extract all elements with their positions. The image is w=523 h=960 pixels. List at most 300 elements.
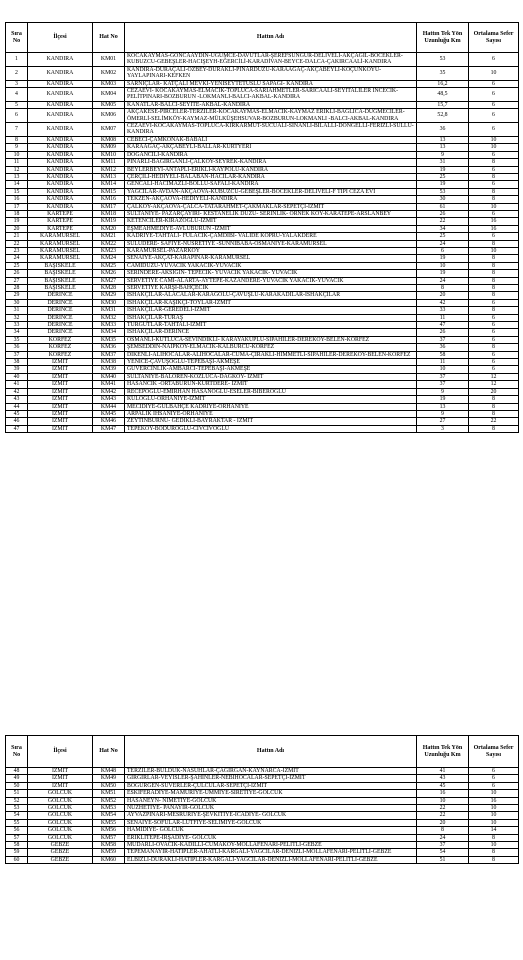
table-row — [6, 797, 519, 804]
cell-ilce: KANDIRA — [28, 159, 93, 166]
cell-hat-adi: SARNIÇLAR- KATÇALI MEVKİ-YENİSEYTETÜSLÜ SAPAĞI- KANDIRA — [125, 80, 417, 87]
cell-sefer: 6 — [469, 299, 519, 306]
cell-hat-adi: KETENCİLER-KİRAZOĞLU-İZMİT — [125, 218, 417, 225]
cell-ilce: KARAMÜRSEL — [28, 255, 93, 262]
cell-hat-adi: SERVETİYE KARŞI-BAHÇECİK — [125, 285, 417, 292]
table-row — [6, 292, 519, 299]
cell-hat-no: KM41 — [93, 381, 125, 388]
cell-ilce: İZMİT — [28, 373, 93, 380]
cell-hat-no: KM32 — [93, 314, 125, 321]
cell-uzunluk: 8 — [417, 827, 469, 834]
cell-sefer: 10 — [469, 136, 519, 143]
cell-uzunluk: 22 — [417, 218, 469, 225]
cell-hat-adi: SULTANİYE-BALÖREN-KOZLUCA-DAĞKÖY- İZMİT — [125, 373, 417, 380]
cell-uzunluk: 9 — [417, 388, 469, 395]
cell-sefer: 8 — [469, 240, 519, 247]
cell-sira-no: 60 — [6, 856, 28, 863]
cell-hat-no: KM24 — [93, 255, 125, 262]
cell-ilce: İZMİT — [28, 403, 93, 410]
header-uzunluk: Hattın Tek Yön Uzunluğu Km — [417, 736, 469, 768]
cell-hat-no: KM43 — [93, 396, 125, 403]
cell-uzunluk: 42 — [417, 299, 469, 306]
cell-ilce: KARTEPE — [28, 210, 93, 217]
cell-ilce: KANDIRA — [28, 181, 93, 188]
cell-uzunluk: 30 — [417, 196, 469, 203]
cell-hat-no: KM56 — [93, 827, 125, 834]
cell-sira-no: 45 — [6, 410, 28, 417]
cell-uzunluk: 27 — [417, 418, 469, 425]
table-row — [6, 819, 519, 826]
cell-sira-no: 14 — [6, 181, 28, 188]
cell-hat-adi: ERİKLİTEPE-İRŞADİYE- GÖLCÜK — [125, 834, 417, 841]
cell-uzunluk: 22 — [417, 805, 469, 812]
cell-ilce: KÖRFEZ — [28, 336, 93, 343]
cell-uzunluk: 22 — [417, 812, 469, 819]
cell-hat-no: KM08 — [93, 136, 125, 143]
cell-sira-no: 37 — [6, 351, 28, 358]
cell-hat-adi: İSHAKÇILAR-GEREDELİ-İZMİT — [125, 307, 417, 314]
cell-ilce: GÖLCÜK — [28, 812, 93, 819]
table-row — [6, 425, 519, 432]
cell-ilce: GÖLCÜK — [28, 790, 93, 797]
table-row — [6, 210, 519, 217]
table-row — [6, 277, 519, 284]
cell-sefer: 10 — [469, 805, 519, 812]
cell-hat-adi: KARAMÜRSEL-PAZARKÖY — [125, 247, 417, 254]
cell-uzunluk: 54 — [417, 849, 469, 856]
cell-ilce: İZMİT — [28, 775, 93, 782]
cell-sefer: 6 — [469, 109, 519, 123]
cell-sefer: 14 — [469, 827, 519, 834]
cell-ilce: İZMİT — [28, 418, 93, 425]
table-row — [6, 856, 519, 863]
cell-ilce: İZMİT — [28, 366, 93, 373]
cell-ilce: KÖRFEZ — [28, 344, 93, 351]
cell-hat-adi: ÇERÇİLİ-HEDİYELİ-BALABAN-HACILAR-KANDIRA — [125, 173, 417, 180]
cell-uzunluk: 58 — [417, 351, 469, 358]
table-row — [6, 336, 519, 343]
cell-hat-no: KM18 — [93, 210, 125, 217]
cell-hat-no: KM07 — [93, 123, 125, 137]
cell-sefer: 8 — [469, 396, 519, 403]
cell-sira-no: 35 — [6, 336, 28, 343]
header-sefer: Ortalama Sefer Sayısı — [469, 23, 519, 53]
table-row — [6, 812, 519, 819]
cell-hat-no: KM40 — [93, 373, 125, 380]
cell-sefer: 10 — [469, 144, 519, 151]
cell-hat-no: KM48 — [93, 768, 125, 775]
cell-hat-no: KM29 — [93, 292, 125, 299]
cell-uzunluk: 13 — [417, 144, 469, 151]
cell-ilce: DERİNCE — [28, 314, 93, 321]
table-row — [6, 381, 519, 388]
cell-sira-no: 8 — [6, 136, 28, 143]
cell-sefer: 8 — [469, 856, 519, 863]
cell-sefer: 8 — [469, 292, 519, 299]
cell-sefer: 8 — [469, 277, 519, 284]
cell-hat-no: KM55 — [93, 819, 125, 826]
cell-hat-no: KM13 — [93, 173, 125, 180]
cell-sira-no: 50 — [6, 782, 28, 789]
cell-hat-no: KM36 — [93, 344, 125, 351]
table-row — [6, 109, 519, 123]
cell-ilce: BAŞİSKELE — [28, 277, 93, 284]
cell-sefer: 12 — [469, 381, 519, 388]
cell-hat-adi: İSHAKÇILAR-ALACALAR-KARAGÖLÜ-ÇAVUŞLU-KARAKADILAR-İSHAKÇILAR — [125, 292, 417, 299]
cell-uzunluk: 45 — [417, 782, 469, 789]
table-row — [6, 410, 519, 417]
header-hat-no: Hat No — [93, 23, 125, 53]
cell-hat-adi: EŞMEAHMEDİYE-AVLUBURUN -İZMİT — [125, 225, 417, 232]
cell-uzunluk: 19 — [417, 166, 469, 173]
cell-sefer: 10 — [469, 790, 519, 797]
cell-uzunluk: 35 — [417, 66, 469, 80]
table-row — [6, 136, 519, 143]
table-row — [6, 366, 519, 373]
cell-sefer: 6 — [469, 151, 519, 158]
cell-hat-adi: ÇALKÖY-AKÇAOVA-ÇALCA-TATARAHMET-ÇAKMAKLAR-SEPETÇİ-İZMİT — [125, 203, 417, 210]
cell-hat-adi: SENAİYE-SOFULAR-LÜTFİYE-SELİMİYE-GÖLCÜK — [125, 819, 417, 826]
cell-uzunluk: 13 — [417, 136, 469, 143]
header-sefer: Ortalama Sefer Sayısı — [469, 736, 519, 768]
cell-ilce: KANDIRA — [28, 136, 93, 143]
cell-sefer: 10 — [469, 842, 519, 849]
cell-hat-adi: KANATLAR-BALCI-SEYİTE-AKBAL-KANDIRA — [125, 101, 417, 108]
cell-sira-no: 15 — [6, 188, 28, 195]
cell-ilce: KANDIRA — [28, 123, 93, 137]
cell-sefer: 6 — [469, 366, 519, 373]
cell-hat-adi: YENİCE-ÇAVUŞOĞLU-TEPEBAŞI-AKMEŞE — [125, 359, 417, 366]
cell-sira-no: 36 — [6, 344, 28, 351]
cell-sefer: 8 — [469, 403, 519, 410]
cell-sefer: 6 — [469, 210, 519, 217]
cell-ilce: KANDIRA — [28, 144, 93, 151]
cell-hat-adi: MUDARLI-OVACIK-KADILLI-CUMAKÖY-MOLLAFENARİ-PELİTLİ-GEBZE — [125, 842, 417, 849]
cell-uzunluk: 24 — [417, 834, 469, 841]
table-row — [6, 373, 519, 380]
cell-hat-no: KM09 — [93, 144, 125, 151]
cell-uzunluk: 37 — [417, 842, 469, 849]
cell-sefer: 8 — [469, 834, 519, 841]
cell-hat-no: KM60 — [93, 856, 125, 863]
cell-uzunluk: 53 — [417, 53, 469, 67]
table-row — [6, 80, 519, 87]
cell-hat-no: KM31 — [93, 307, 125, 314]
cell-hat-adi: SENAİYE-AKÇAT-KARAPINAR-KARAMÜRSEL — [125, 255, 417, 262]
cell-uzunluk: 47 — [417, 322, 469, 329]
cell-sira-no: 3 — [6, 80, 28, 87]
header-row — [6, 736, 519, 768]
cell-sefer: 10 — [469, 247, 519, 254]
cell-uzunluk: 9 — [417, 410, 469, 417]
cell-hat-adi: TEKZEN-AKÇAOVA-HEDİYELİ-KANDIRA — [125, 196, 417, 203]
cell-uzunluk: 43 — [417, 775, 469, 782]
cell-ilce: KANDIRA — [28, 66, 93, 80]
table-row — [6, 218, 519, 225]
cell-hat-no: KM28 — [93, 285, 125, 292]
table-row — [6, 270, 519, 277]
header-hat-adi: Hattın Adı — [125, 23, 417, 53]
cell-hat-adi: CEZAEVİ-KOCAKAYMAS-TOPLUCA-KIRKARMUT-SUCUALİ-SİNANLI-BİLALLI-DÖNGELLİ-FERİZLİ-SÜLLÜ-KANDIRA — [125, 123, 417, 137]
cell-sira-no: 39 — [6, 366, 28, 373]
cell-sira-no: 53 — [6, 805, 28, 812]
cell-sira-no: 18 — [6, 210, 28, 217]
table-row — [6, 66, 519, 80]
cell-ilce: DERİNCE — [28, 299, 93, 306]
cell-ilce: İZMİT — [28, 388, 93, 395]
header-uzunluk: Hattın Tek Yön Uzunluğu Km — [417, 23, 469, 53]
cell-sira-no: 48 — [6, 768, 28, 775]
cell-hat-adi: ELBİZLİ-DURAKLI-HATİPLER-KARGALI-YAĞCILAR-DENİZLİ-MOLLAFENARİ-PELİTLİ-GEBZE — [125, 856, 417, 863]
cell-sira-no: 1 — [6, 53, 28, 67]
cell-hat-no: KM38 — [93, 359, 125, 366]
table-row — [6, 159, 519, 166]
cell-sefer: 6 — [469, 768, 519, 775]
cell-uzunluk: 19 — [417, 255, 469, 262]
cell-sira-no: 52 — [6, 797, 28, 804]
cell-sefer: 12 — [469, 373, 519, 380]
cell-hat-adi: CAMİDÜZÜ-YUVACIK YAKACIK-YUVACIK — [125, 262, 417, 269]
cell-sira-no: 23 — [6, 247, 28, 254]
cell-ilce: KARTEPE — [28, 218, 93, 225]
cell-sira-no: 31 — [6, 307, 28, 314]
cell-ilce: KANDIRA — [28, 109, 93, 123]
cell-sira-no: 42 — [6, 388, 28, 395]
cell-sira-no: 55 — [6, 819, 28, 826]
cell-hat-no: KM45 — [93, 410, 125, 417]
cell-hat-adi: ESKİFERADİYE-MAMURİYE-ÜMMİYE-SİRETİYE-GÖLCÜK — [125, 790, 417, 797]
cell-hat-adi: ARPALIK İHSANİYE-ORHANİYE — [125, 410, 417, 417]
cell-uzunluk: 61 — [417, 203, 469, 210]
cell-hat-no: KM37 — [93, 351, 125, 358]
cell-hat-adi: MECİDİYE-GÜLBAHÇE KADRİYE-ORHANİYE — [125, 403, 417, 410]
table-row — [6, 351, 519, 358]
cell-sira-no: 34 — [6, 329, 28, 336]
cell-uzunluk: 15,7 — [417, 101, 469, 108]
cell-sira-no: 25 — [6, 262, 28, 269]
cell-hat-adi: İSHAKÇILAR-DERİNCE — [125, 329, 417, 336]
cell-hat-no: KM26 — [93, 270, 125, 277]
cell-ilce: GÖLCÜK — [28, 797, 93, 804]
cell-hat-no: KM39 — [93, 366, 125, 373]
table-row — [6, 53, 519, 67]
cell-hat-no: KM30 — [93, 299, 125, 306]
cell-sefer: 16 — [469, 797, 519, 804]
cell-sira-no: 2 — [6, 66, 28, 80]
table-row — [6, 849, 519, 856]
table-row — [6, 359, 519, 366]
cell-hat-adi: KARAAĞAÇ-AKÇABEYLİ-BALLAR-KURTYERİ — [125, 144, 417, 151]
cell-hat-adi: SERİNDERE-AKSIGIN- TEPECİK- YUVACIK YAKACIK- YUVACIK — [125, 270, 417, 277]
cell-ilce: GÖLCÜK — [28, 827, 93, 834]
cell-hat-no: KM54 — [93, 812, 125, 819]
cell-sefer: 6 — [469, 53, 519, 67]
cell-uzunluk: 10 — [417, 797, 469, 804]
header-sira-no: Sıra No — [6, 23, 28, 53]
table-row — [6, 314, 519, 321]
cell-ilce: DERİNCE — [28, 329, 93, 336]
cell-hat-no: KM03 — [93, 80, 125, 87]
cell-uzunluk: 37 — [417, 336, 469, 343]
table-row — [6, 329, 519, 336]
cell-hat-adi: DİKENLİ-ALİHOCALAR-ALİHOCALAR-CUMA-ÇIRAKLI-HİMMETLİ-SİPAHİLER-DEREKÖY-BELEN-KÖRFEZ — [125, 351, 417, 358]
cell-hat-adi: SULTANİYE- PAZARÇAYIRI- KESTANELİK DÜZÜ- SERİNLİK- ÖRNEK KÖY-KARATEPE-ARSLANBEY — [125, 210, 417, 217]
header-hat-no: Hat No — [93, 736, 125, 768]
table-row — [6, 188, 519, 195]
cell-hat-no: KM46 — [93, 418, 125, 425]
cell-ilce: DERİNCE — [28, 322, 93, 329]
cell-ilce: İZMİT — [28, 425, 93, 432]
cell-sefer: 8 — [469, 196, 519, 203]
cell-uzunluk: 8 — [417, 285, 469, 292]
cell-sefer: 6 — [469, 88, 519, 102]
cell-hat-adi: GENCALI-HACIMAZLI-BOLLU-SAFALI-KANDIRA — [125, 181, 417, 188]
table-row — [6, 151, 519, 158]
cell-hat-no: KM01 — [93, 53, 125, 67]
cell-uzunluk: 31 — [417, 159, 469, 166]
cell-sefer: 8 — [469, 270, 519, 277]
cell-ilce: GEBZE — [28, 842, 93, 849]
cell-sira-no: 5 — [6, 101, 28, 108]
cell-ilce: İZMİT — [28, 381, 93, 388]
cell-sefer: 6 — [469, 123, 519, 137]
cell-hat-no: KM14 — [93, 181, 125, 188]
cell-sefer: 8 — [469, 344, 519, 351]
cell-sira-no: 56 — [6, 827, 28, 834]
cell-uzunluk: 24 — [417, 240, 469, 247]
cell-sefer: 6 — [469, 101, 519, 108]
cell-sira-no: 59 — [6, 849, 28, 856]
table-row — [6, 123, 519, 137]
cell-sira-no: 57 — [6, 834, 28, 841]
table-row — [6, 255, 519, 262]
cell-hat-no: KM06 — [93, 109, 125, 123]
cell-sira-no: 54 — [6, 812, 28, 819]
cell-ilce: KANDIRA — [28, 203, 93, 210]
cell-ilce: BAŞİSKELE — [28, 270, 93, 277]
cell-sira-no: 41 — [6, 381, 28, 388]
cell-uzunluk: 25 — [417, 233, 469, 240]
cell-sira-no: 47 — [6, 425, 28, 432]
cell-uzunluk: 19 — [417, 270, 469, 277]
cell-hat-adi: CEZAEVİ- KOCAKAYMAS-ELMACIK-TOPLUCA-SARIAHMETLER-SARICAALİ-SEYİTALİLER İNCECİK-PELİTPINARI-BOZBURUN -LOKMANLI-BALCI-AKBAL-KANDIRA — [125, 88, 417, 102]
cell-hat-no: KM02 — [93, 66, 125, 80]
cell-sefer: 8 — [469, 262, 519, 269]
cell-sefer: 6 — [469, 351, 519, 358]
cell-sira-no: 28 — [6, 285, 28, 292]
cell-uzunluk: 48,5 — [417, 88, 469, 102]
cell-hat-no: KM16 — [93, 196, 125, 203]
cell-sira-no: 33 — [6, 322, 28, 329]
cell-sefer: 6 — [469, 80, 519, 87]
header-row — [6, 23, 519, 53]
cell-ilce: İZMİT — [28, 396, 93, 403]
cell-ilce: İZMİT — [28, 768, 93, 775]
cell-hat-adi: GIRGIRLAR-VEYİSLER-ŞAHİNLER-NEBİHOCALAR-SEPETÇİ-İZMİT — [125, 775, 417, 782]
cell-uzunluk: 20 — [417, 292, 469, 299]
cell-ilce: İZMİT — [28, 782, 93, 789]
cell-uzunluk: 16,2 — [417, 80, 469, 87]
cell-sira-no: 4 — [6, 88, 28, 102]
cell-uzunluk: 36 — [417, 123, 469, 137]
cell-ilce: BAŞİSKELE — [28, 285, 93, 292]
cell-ilce: KARAMÜRSEL — [28, 233, 93, 240]
table-row — [6, 262, 519, 269]
cell-uzunluk: 52,8 — [417, 109, 469, 123]
cell-uzunluk: 36 — [417, 344, 469, 351]
cell-ilce: İZMİT — [28, 359, 93, 366]
cell-hat-adi: AKÇAKESE-PİRCELER-TERZİLER-KOCAKAYMAS-ELMACIK-KAYMAZ ERİKLİ-BAĞLICA-DÜĞMECİLER-ÖMERLİ-SELİMKÖY-KAYMAZ-MÜLKÜŞEHSUVAR-BOZBURUN-LOKMANLI -BALCI-AKBAL-KANDIRA — [125, 109, 417, 123]
cell-sefer: 6 — [469, 322, 519, 329]
cell-ilce: BAŞİSKELE — [28, 262, 93, 269]
cell-ilce: İZMİT — [28, 410, 93, 417]
cell-sefer: 8 — [469, 849, 519, 856]
table-row — [6, 181, 519, 188]
table-row — [6, 173, 519, 180]
cell-hat-no: KM49 — [93, 775, 125, 782]
cell-uzunluk: 10 — [417, 366, 469, 373]
cell-ilce: KANDIRA — [28, 88, 93, 102]
table-row — [6, 418, 519, 425]
table-row — [6, 247, 519, 254]
cell-uzunluk: 13 — [417, 403, 469, 410]
cell-hat-no: KM34 — [93, 329, 125, 336]
cell-uzunluk: 37 — [417, 373, 469, 380]
cell-sira-no: 44 — [6, 403, 28, 410]
cell-hat-no: KM33 — [93, 322, 125, 329]
cell-sira-no: 40 — [6, 373, 28, 380]
cell-hat-no: KM15 — [93, 188, 125, 195]
cell-sefer: 8 — [469, 188, 519, 195]
header-ilce: İlçesi — [28, 736, 93, 768]
cell-uzunluk: 16 — [417, 790, 469, 797]
cell-hat-no: KM59 — [93, 849, 125, 856]
cell-ilce: GÖLCÜK — [28, 805, 93, 812]
cell-ilce: DERİNCE — [28, 292, 93, 299]
cell-sira-no: 21 — [6, 233, 28, 240]
table-row — [6, 827, 519, 834]
cell-uzunluk: 11 — [417, 314, 469, 321]
cell-sefer: 16 — [469, 225, 519, 232]
cell-hat-adi: AYVAZPINARI-MESRURİYE-ŞEVKİTİYE-İCADİYE- GÖLCÜK — [125, 812, 417, 819]
cell-sira-no: 43 — [6, 396, 28, 403]
cell-hat-adi: HASANEYN- NİMETİYE-GÖLCÜK — [125, 797, 417, 804]
cell-uzunluk: 51 — [417, 856, 469, 863]
cell-sefer: 20 — [469, 388, 519, 395]
cell-sefer: 8 — [469, 159, 519, 166]
table-row — [6, 196, 519, 203]
cell-hat-no: KM10 — [93, 151, 125, 158]
table-row — [6, 203, 519, 210]
cell-uzunluk: 25 — [417, 173, 469, 180]
cell-hat-adi: GÜVERCİNLİK-AMBARCI-TEPEBAŞI-AKMEŞE — [125, 366, 417, 373]
table-row — [6, 775, 519, 782]
cell-sefer: 22 — [469, 418, 519, 425]
cell-hat-no: KM05 — [93, 101, 125, 108]
cell-hat-no: KM21 — [93, 233, 125, 240]
cell-ilce: KARTEPE — [28, 225, 93, 232]
cell-hat-adi: SERVETİYE CAMİ-ALARTA-AYTEPE-KAZANDERE-YUVACIK YAKACIK-YUVACIK — [125, 277, 417, 284]
cell-sefer: 8 — [469, 255, 519, 262]
table-row — [6, 88, 519, 102]
cell-hat-no: KM12 — [93, 166, 125, 173]
cell-ilce: DERİNCE — [28, 307, 93, 314]
cell-hat-no: KM17 — [93, 203, 125, 210]
routes-table-part-1 — [5, 22, 519, 433]
cell-sira-no: 51 — [6, 790, 28, 797]
cell-sefer: 6 — [469, 166, 519, 173]
cell-sira-no: 58 — [6, 842, 28, 849]
